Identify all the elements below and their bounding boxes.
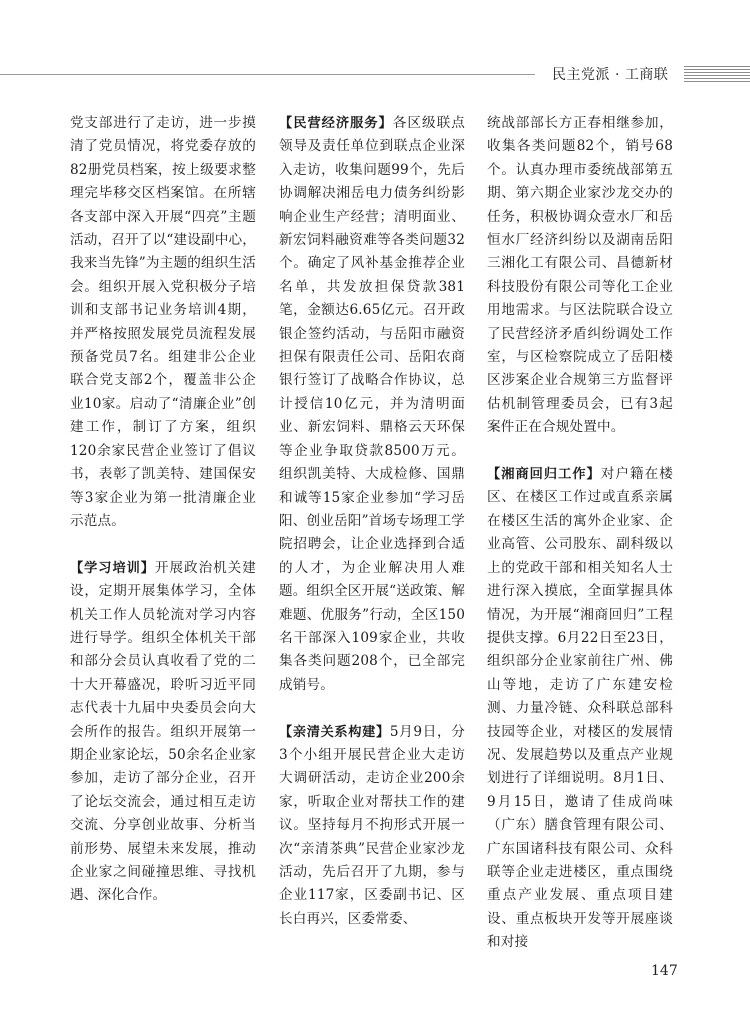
paragraph-text: 统战部部长方正春相继参加，收集各类问题82个，销号68个。认真办理市委统战部第五期、第六期企业家沙龙交办的任务，积极协调众壹水厂和岳恒水厂经济纠纷以及湖南岳阳三湘化工有限公司、昌德新材科技股份有限公司等化工企业用地需求。与区法院联合设立了民营经济矛盾纠纷调处工作室，与区检察院成立了岳阳楼区涉案企业合规第三方监督评估机制管理委员会，已有3起案件正在合规处置中。 [487, 115, 673, 436]
paragraph [70, 557, 256, 908]
section-tag: 【学习培训】 [70, 560, 155, 576]
header-rule [0, 74, 535, 75]
running-header [0, 62, 750, 88]
paragraph [487, 463, 673, 955]
text-column-1 [70, 112, 256, 908]
paragraph [279, 721, 465, 932]
paragraph [279, 112, 465, 697]
section-tag: 【亲清关系构建】 [279, 724, 390, 740]
paragraph-text: 各区级联点领导及责任单位到联点企业深入走访，收集问题99个，先后协调解决湘岳电力债务纠纷影响企业生产经营；清明面业、新宏饲料融资难等各类问题32个。确定了风补基金推荐企业名单，共发放担保贷款381笔，金额达6.65亿元。召开政银企签约活动，与岳阳市融资担保有限责任公司、岳阳农商银行签订了战略合作协议，总计授信10亿元，并为清明面业、新宏饲料、鼎格云天环保等企业争取贷款8500万元。组织凯美特、大成检修、国鼎和诚等15家企业参加“学习岳阳、创业岳阳”首场专场理工学院招聘会，让企业选择到合适的人才，为企业解决用人难题。组织全区开展“送政策、解难题、优服务”行动，全区150名干部深入109家企业，共收集各类问题208个，已全部完成销号。 [279, 115, 466, 693]
section-title: 民主党派 · 工商联 [552, 67, 669, 83]
paragraph [487, 112, 673, 440]
paragraph-text: 5月9日，分3个小组开展民营企业大走访大调研活动，走访企业200余家，听取企业对帮扶工作的建议。坚持每月不拘形式开展一次“亲清茶典”民营企业家沙龙活动，先后召开了九期，参与企业117家，区委副书记、区长白再兴，区委常委、 [279, 723, 466, 927]
page-number: 147 [651, 963, 678, 979]
paragraph-text: 对户籍在楼区、在楼区工作过或直系亲属在楼区生活的寓外企业家、企业高管、公司股东、副科级以上的党政干部和相关知名人士进行深入摸底，全面掌握具体情况，为开展“湘商回归”工程提供支撑。6月22日至23日，组织部分企业家前往广州、佛山等地，走访了广东建安检测、力量冷链、众科联总部科技园等企业，对楼区的发展情况、发展趋势以及重点产业规划进行了详细说明。8月1日、9月15日，邀请了佳成尚味（广东）膳食管理有限公司、广东国诸科技有限公司、众科联等企业走进楼区，重点围绕重点产业发展、重点项目建设、重点板块开发等开展座谈和对接 [487, 466, 674, 951]
section-tag: 【湘商回归工作】 [487, 467, 601, 483]
text-column-2 [279, 112, 465, 931]
header-stripe-decoration [684, 66, 750, 84]
paragraph [70, 112, 256, 533]
paragraph-text: 党支部进行了走访，进一步摸清了党员情况，将党委存放的82册党员档案，按上级要求整理完毕移交区档案馆。在所辖各支部中深入开展“四亮”主题活动，召开了以“建设副中心，我来当先锋”为主题的组织生活会。组织开展入党积极分子培训和支部书记业务培训4期，并严格按照发展党员流程发展预备党员7名。组建非公企业联合党支部2个，覆盖非公企业10家。启动了“清廉企业”创建工作，制订了方案，组织120余家民营企业签订了倡议书，表彰了凯美特、建国保安等3家企业为第一批清廉企业示范点。 [70, 115, 256, 529]
paragraph-text: 开展政治机关建设，定期开展集体学习，全体机关工作人员轮流对学习内容进行导学。组织全体机关干部和部分会员认真收看了党的二十大开幕盛况，聆听习近平同志代表十九届中央委员会向大会所作的报告。组织开展第一期企业家论坛，50余名企业家参加，走访了部分企业，召开了论坛交流会，通过相互走访交流、分享创业故事、分析当前形势、展望未来发展，推动企业家之间碰撞思维、寻找机遇、深化合作。 [70, 559, 256, 904]
text-column-3 [487, 112, 673, 955]
section-tag: 【民营经济服务】 [279, 116, 393, 131]
